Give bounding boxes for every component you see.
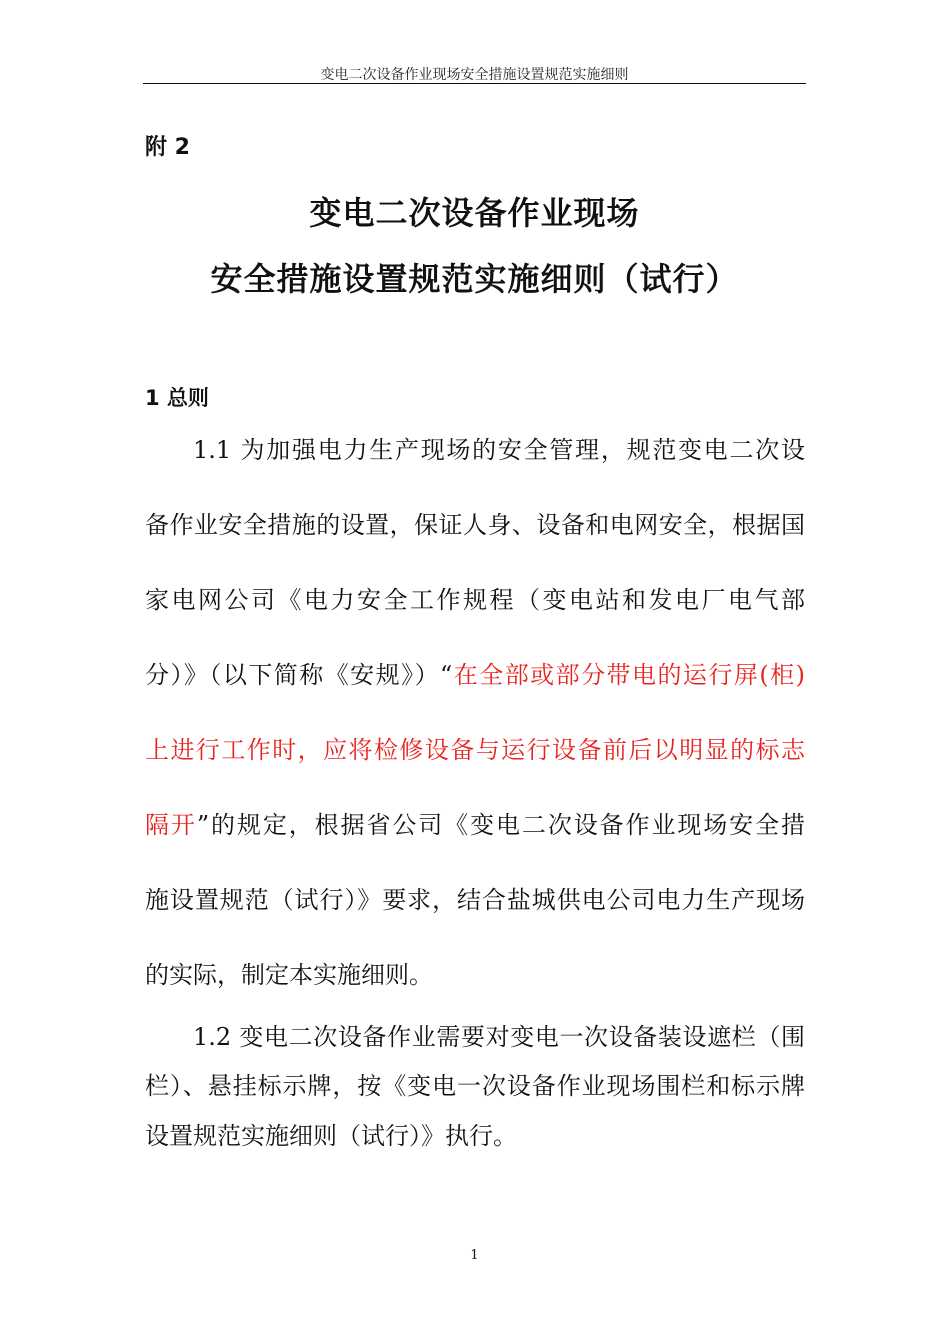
paragraph-1-line-2: 备作业安全措施的设置，保证人身、设备和电网安全，根据国 — [145, 511, 805, 539]
line-4-text: 分）》（以下简称《安规》）“ — [145, 661, 453, 689]
paragraph-2-line-2: 栏）、悬挂标示牌，按《变电一次设备作业现场围栏和标示牌 — [145, 1072, 805, 1100]
paragraph-1-line-5: 上进行工作时，应将检修设备与运行设备前后以明显的标志 — [145, 736, 805, 764]
paragraph-1-line-3: 家电网公司《电力安全工作规程（变电站和发电厂电气部 — [145, 586, 805, 614]
quoted-rule-text: 在全部或部分带电的运行屏(柜) — [452, 661, 805, 689]
quoted-rule-text-end: 隔开 — [145, 811, 197, 839]
paragraph-2-line-3: 设置规范实施细则（试行）》执行。 — [145, 1122, 517, 1150]
page-number: 1 — [470, 1248, 479, 1263]
document-title-line-2: 安全措施设置规范实施细则（试行） — [210, 260, 739, 298]
header-rule — [143, 83, 806, 84]
paragraph-1-line-4 — [145, 655, 805, 690]
paragraph-1-line-7: 施设置规范（试行）》要求，结合盐城供电公司电力生产现场 — [145, 886, 805, 914]
line-6-text: ”的规定，根据省公司《变电二次设备作业现场安全措 — [196, 811, 805, 839]
paragraph-1-line-1: 1.1 为加强电力生产现场的安全管理，规范变电二次设 — [193, 436, 805, 464]
paragraph-2-line-1: 1.2 变电二次设备作业需要对变电一次设备装设遮栏（围 — [193, 1023, 805, 1051]
paragraph-1-line-6 — [145, 805, 805, 840]
running-header: 变电二次设备作业现场安全措施设置规范实施细则 — [320, 67, 629, 83]
appendix-label: 附 2 — [145, 135, 190, 160]
section-heading: 1 总则 — [145, 386, 209, 410]
paragraph-1-line-8: 的实际，制定本实施细则。 — [145, 961, 433, 989]
document-title-line-1: 变电二次设备作业现场 — [309, 194, 640, 232]
